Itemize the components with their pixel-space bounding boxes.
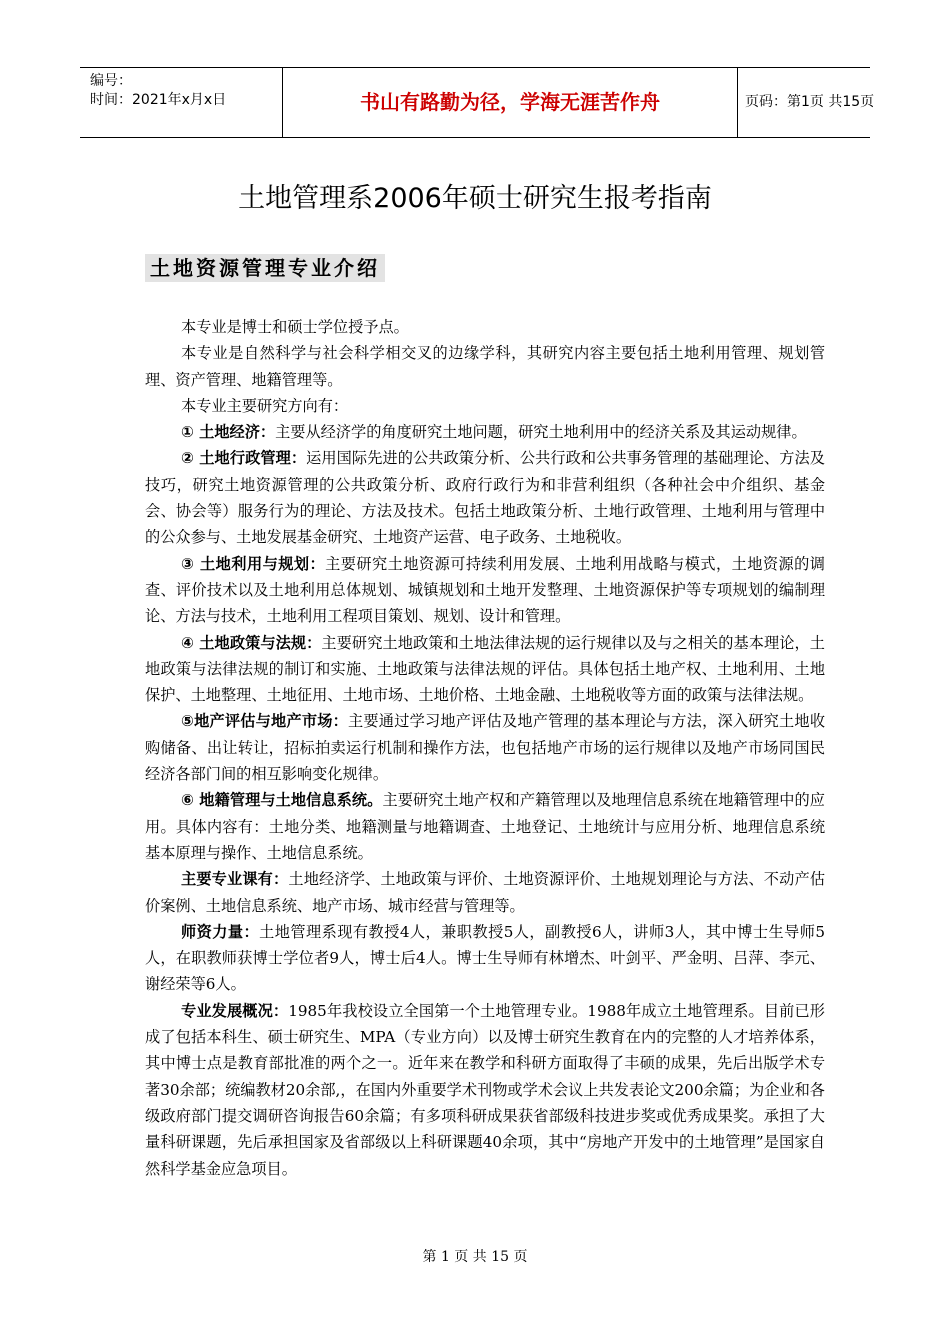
paragraph-text: 主要通过学习地产评估及地产管理的基本理论与方法，深入研究土地收购储备、出让转让，招标拍卖运行机制和操作方法，也包括地产市场的运行规律以及地产市场同国民经济各部门间的相互影响变化规律。 bbox=[145, 712, 826, 784]
paragraph bbox=[145, 393, 825, 419]
paragraph bbox=[145, 419, 825, 445]
paragraph-text: 主要研究土地政策和土地法律法规的运行规律以及与之相关的基本理论，土地政策与法律法规的制订和实施、土地政策与法律法规的评估。具体包括土地产权、土地利用、土地保护、土地整理、土地征用、土地市场、土地价格、土地金融、土地税收等方面的政策与法律法规。 bbox=[145, 633, 825, 705]
page-info: 页码：第1页 共15页 bbox=[745, 94, 875, 110]
page-footer: 第 1 页 共 15 页 bbox=[422, 1249, 528, 1265]
document-title: 土地管理系2006年硕士研究生报考指南 bbox=[238, 183, 712, 214]
paragraph-lead: ① 土地经济： bbox=[181, 423, 276, 442]
paragraph-lead: ⑤地产评估与地产市场： bbox=[181, 712, 349, 731]
paragraph-text: 1985年我校设立全国第一个土地管理专业。1988年成立土地管理系。目前已形成了包括本科生、硕士研究生、MPA（专业方向）以及博士研究生教育在内的完整的人才培养体系，其中博士点是教育部批准的两个之一。近年来在教学和科研方面取得了丰硕的成果，先后出版学术专著30余部；统编教材20余部,，在国内外重要学术刊物或学术会议上共发表论文200余篇；为企业和各级政府部门提交调研咨询报告60余篇；有多项科研成果获省部级科技进步奖或优秀成果奖。承担了大量科研课题，先后承担国家及省部级以上科研课题40余项，其中“房地产开发中的土地管理”是国家自然科学基金应急项目。 bbox=[145, 1001, 825, 1178]
paragraph-text: 本专业是博士和硕士学位授予点。 bbox=[181, 318, 409, 336]
paragraph bbox=[145, 630, 825, 709]
paragraph bbox=[145, 708, 825, 787]
motto-text: 书山有路勤为径，学海无涯苦作舟 bbox=[360, 90, 660, 114]
paragraph-lead: 专业发展概况： bbox=[181, 1001, 289, 1020]
paragraph-lead: 主要专业课有： bbox=[181, 870, 289, 889]
paragraph-text: 本专业主要研究方向有： bbox=[181, 396, 349, 415]
paragraph bbox=[145, 551, 825, 630]
paragraph-text: 运用国际先进的公共政策分析、公共行政和公共事务管理的基础理论、方法及技巧，研究土地资源管理的公共政策分析、政府行政行为和非营利组织（各种社会中介组织、基金会、协会等）服务行为的理论、方法及技术。包括土地政策分析、土地行政管理、土地利用与管理中的公众参与、土地发展基金研究、土地资产运营、电子政务、土地税收。 bbox=[145, 449, 825, 547]
paragraph-text: 主要从经济学的角度研究土地问题，研究土地利用中的经济关系及其运动规律。 bbox=[275, 423, 807, 442]
paragraph bbox=[145, 866, 825, 919]
paragraph-lead: ⑥ 地籍管理与土地信息系统。 bbox=[181, 791, 383, 810]
paragraph bbox=[145, 314, 825, 340]
paragraph bbox=[145, 340, 825, 393]
paragraph-text: 土地经济学、土地政策与评价、土地资源评价、土地规划理论与方法、不动产估价案例、土地信息系统、地产市场、城市经营与管理等。 bbox=[145, 870, 826, 915]
paragraph-lead: 师资力量： bbox=[181, 922, 260, 941]
header-meta-cell bbox=[80, 68, 282, 137]
paragraph-text: 土地管理系现有教授4人，兼职教授5人，副教授6人，讲师3人，其中博士生导师5人，在职教师获博士学位者9人，博士后4人。博士生导师有林增杰、叶剑平、严金明、吕萍、李元、谢经荣等6人。 bbox=[145, 922, 825, 994]
paragraph-text: 主要研究土地资源可持续利用发展、土地利用战略与模式，土地资源的调查、评价技术以及土地利用总体规划、城镇规划和土地开发整理、土地资源保护等专项规划的编制理论、方法与技术，土地利用工程项目策划、规划、设计和管理。 bbox=[145, 554, 825, 626]
paragraph bbox=[145, 787, 825, 866]
date-label: 时间：2021年x月x日 bbox=[90, 92, 227, 108]
paragraph-lead: ② 土地行政管理： bbox=[181, 449, 307, 468]
paragraph-text: 本专业是自然科学与社会科学相交叉的边缘学科，其研究内容主要包括土地利用管理、规划管理、资产管理、地籍管理等。 bbox=[145, 344, 825, 389]
page-info-cell bbox=[737, 68, 875, 137]
paragraph bbox=[145, 445, 825, 550]
number-label: 编号： bbox=[90, 73, 132, 89]
motto-cell bbox=[282, 68, 738, 137]
body-text bbox=[145, 314, 825, 1182]
paragraph bbox=[145, 998, 825, 1182]
paragraph bbox=[145, 919, 825, 998]
paragraph-lead: ③ 土地利用与规划： bbox=[181, 554, 326, 573]
paragraph-text: 主要研究土地产权和产籍管理以及地理信息系统在地籍管理中的应用。具体内容有：土地分类、地籍测量与地籍调查、土地登记、土地统计与应用分析、地理信息系统基本原理与操作、土地信息系统。 bbox=[145, 791, 825, 862]
header-table bbox=[80, 67, 875, 138]
paragraph-lead: ④ 土地政策与法规： bbox=[181, 633, 322, 652]
section-heading: 土地资源管理专业介绍 bbox=[145, 254, 385, 282]
